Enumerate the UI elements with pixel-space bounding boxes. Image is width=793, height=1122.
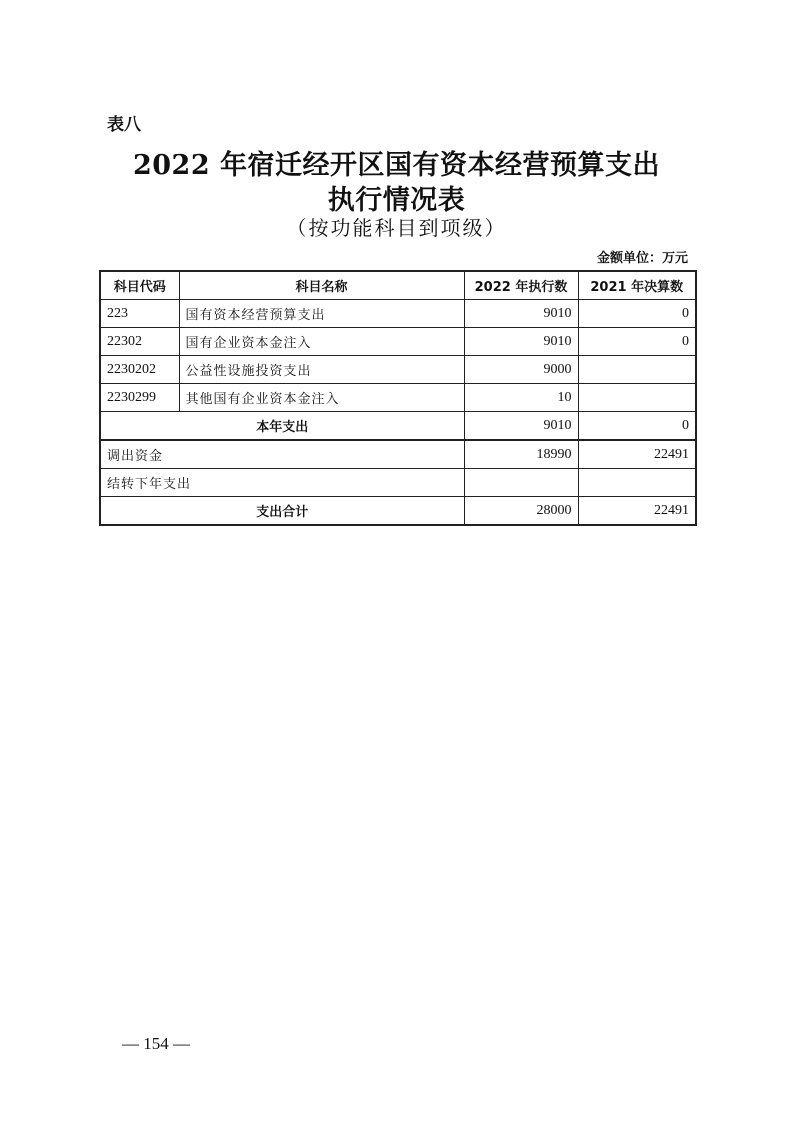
unit-label: 金额单位：万元 (596, 251, 688, 266)
row-name: 国有资本经营预算支出 (179, 300, 464, 328)
total-exec-2022: 28000 (464, 497, 578, 526)
page-number: — 154 — (122, 1034, 190, 1053)
row-exec-2022: 9010 (464, 328, 578, 356)
table-label: 表八 (107, 115, 141, 135)
carry-forward-exec-2022 (464, 469, 578, 497)
page-subtitle: （按功能科目到项级） (286, 216, 507, 240)
subtotal-label: 本年支出 (100, 412, 464, 441)
row-final-2021 (578, 384, 696, 412)
table-row (100, 300, 696, 328)
carry-forward-label: 结转下年支出 (100, 469, 464, 497)
row-code: 2230202 (100, 356, 179, 384)
carry-forward-row (100, 469, 696, 497)
page-title-line1: 2022 年宿迁经开区国有资本经营预算支出 (132, 150, 661, 181)
transfer-out-final-2021: 22491 (578, 440, 696, 469)
row-name: 公益性设施投资支出 (179, 356, 464, 384)
subtotal-exec-2022: 9010 (464, 412, 578, 441)
page-title-line2: 执行情况表 (327, 185, 466, 216)
row-final-2021: 0 (578, 328, 696, 356)
row-name: 国有企业资本金注入 (179, 328, 464, 356)
row-final-2021: 0 (578, 300, 696, 328)
carry-forward-final-2021 (578, 469, 696, 497)
row-exec-2022: 10 (464, 384, 578, 412)
transfer-out-label: 调出资金 (100, 440, 464, 469)
row-name: 其他国有企业资本金注入 (179, 384, 464, 412)
total-label: 支出合计 (100, 497, 464, 526)
table-header-row (100, 271, 696, 300)
subtotal-final-2021: 0 (578, 412, 696, 441)
transfer-out-exec-2022: 18990 (464, 440, 578, 469)
row-code: 2230299 (100, 384, 179, 412)
table-row (100, 328, 696, 356)
header-code: 科目代码 (100, 271, 179, 300)
table-row (100, 356, 696, 384)
row-exec-2022: 9000 (464, 356, 578, 384)
row-code: 223 (100, 300, 179, 328)
total-final-2021: 22491 (578, 497, 696, 526)
table-row (100, 384, 696, 412)
header-name: 科目名称 (179, 271, 464, 300)
total-row (100, 497, 696, 526)
row-exec-2022: 9010 (464, 300, 578, 328)
transfer-out-row (100, 440, 696, 469)
row-code: 22302 (100, 328, 179, 356)
header-exec-2022: 2022 年执行数 (464, 271, 578, 300)
subtotal-row (100, 412, 696, 441)
row-final-2021 (578, 356, 696, 384)
header-final-2021: 2021 年决算数 (578, 271, 696, 300)
budget-table (99, 270, 697, 526)
